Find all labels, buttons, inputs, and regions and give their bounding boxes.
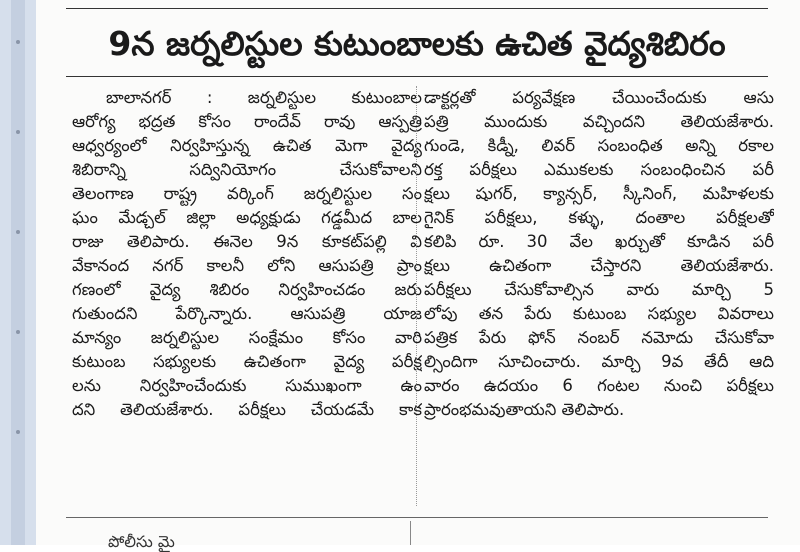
text-line: గుతుందని పేర్కొన్నారు. ఆసుపత్రి యాజ [72, 304, 422, 323]
article-headline: 9న జర్నలిస్టుల కుటుంబాలకు ఉచిత వైద్యశిబిరం [108, 24, 726, 63]
page-side-strip [0, 0, 36, 545]
text-line: కలిపి రూ. 30 వేల ఖర్చుతో కూడిన పరీ [424, 232, 774, 251]
text-line: గణంలో వైద్య శిబిరం నిర్వహించడం జరు [72, 280, 422, 299]
text-line: దని తెలియజేశారు. పరీక్షలు చేయడమే కాక [72, 400, 422, 419]
text-line: పత్రిక పేరు ఫోన్ నంబర్ నమోదు చేసుకోవా [424, 328, 774, 347]
text-line: వారం ఉదయం 6 గంటల నుంచి పరీక్షలు [424, 376, 774, 395]
text-line: రాజు తెలిపారు. ఈనెల 9న కూకట్‌పల్లి వి [72, 232, 422, 251]
text-line: పరీక్షలు చేసుకోవాల్సిన వారు మార్చి 5 [424, 280, 774, 299]
strip-dot [16, 130, 20, 134]
right-column [424, 86, 774, 422]
text-line: లోపు తన పేరు కుటుంబ సభ్యుల వివరాలు [424, 304, 774, 323]
text-line: కుటుంబ సభ్యులకు ఉచితంగా వైద్య పరీక్ష [72, 352, 422, 371]
text-line: ఆరోగ్య భద్రత కోసం రాందేవ్ రావు ఆస్పత్రి [72, 112, 422, 131]
headline-rule [66, 76, 768, 77]
strip-dot [16, 40, 20, 44]
text-line: శిబిరాన్ని సద్వినియోగం చేసుకోవాలని [72, 160, 422, 179]
text-line: ల్సిందిగా సూచించారు. మార్చి 9వ తేదీ ఆది [424, 352, 774, 371]
bottom-rule [66, 517, 768, 518]
side-stripe [11, 0, 25, 545]
bottom-column-divider [410, 521, 411, 545]
text-line: ఆధ్వర్యంలో నిర్వహిస్తున్న ఉచిత మెగా వైద్య [72, 136, 422, 155]
text-line: మాన్యం జర్నలిస్టుల సంక్షేమం కోసం వారి [72, 328, 422, 347]
next-article-snippet: పోలీసు మై [108, 532, 175, 551]
column-divider [416, 86, 417, 506]
text-line: బాలానగర్ : జర్నలిస్టుల కుటుంబాల [106, 88, 422, 107]
newspaper-clipping [36, 0, 800, 551]
strip-dot [16, 430, 20, 434]
text-line: క్షలు ఉచితంగా చేస్తారని తెలియజేశారు. [424, 256, 774, 275]
text-line: తెలంగాణ రాష్ట్ర వర్కింగ్ జర్నలిస్టుల సం [72, 184, 422, 203]
text-line: ఘం మేడ్చల్ జిల్లా అధ్యక్షుడు గడ్డమీద బాల [72, 208, 422, 227]
text-line: డాక్టర్లతో పర్యవేక్షణ చేయించేందుకు ఆసు [424, 88, 774, 107]
text-line: లను నిర్వహించేందుకు సుముఖంగా ఉం [72, 376, 422, 395]
text-line: ప్రారంభమవుతాయని తెలిపారు. [424, 400, 625, 419]
text-line: క్షలు షుగర్, క్యాన్సర్, స్కీనింగ్, మహిళలకు [424, 184, 774, 203]
strip-dot [16, 330, 20, 334]
text-line: గైనిక్ పరీక్షలు, కళ్ళు, దంతాల పరీక్షలతో [424, 208, 774, 227]
top-rule [66, 8, 768, 9]
text-line: వేకానంద నగర్ కాలనీ లోని ఆసుపత్రి ప్రాం [72, 256, 422, 275]
text-line: పత్రి ముందుకు వచ్చిందని తెలియజేశారు. [424, 112, 774, 131]
left-column [72, 86, 422, 422]
strip-dot [16, 230, 20, 234]
text-line: రక్త పరీక్షలు ఎముకలకు సంబంధించిన పరీ [424, 160, 774, 179]
text-line: గుండె, కిడ్నీ, లివర్ సంబంధిత అన్ని రకాల [424, 136, 774, 155]
